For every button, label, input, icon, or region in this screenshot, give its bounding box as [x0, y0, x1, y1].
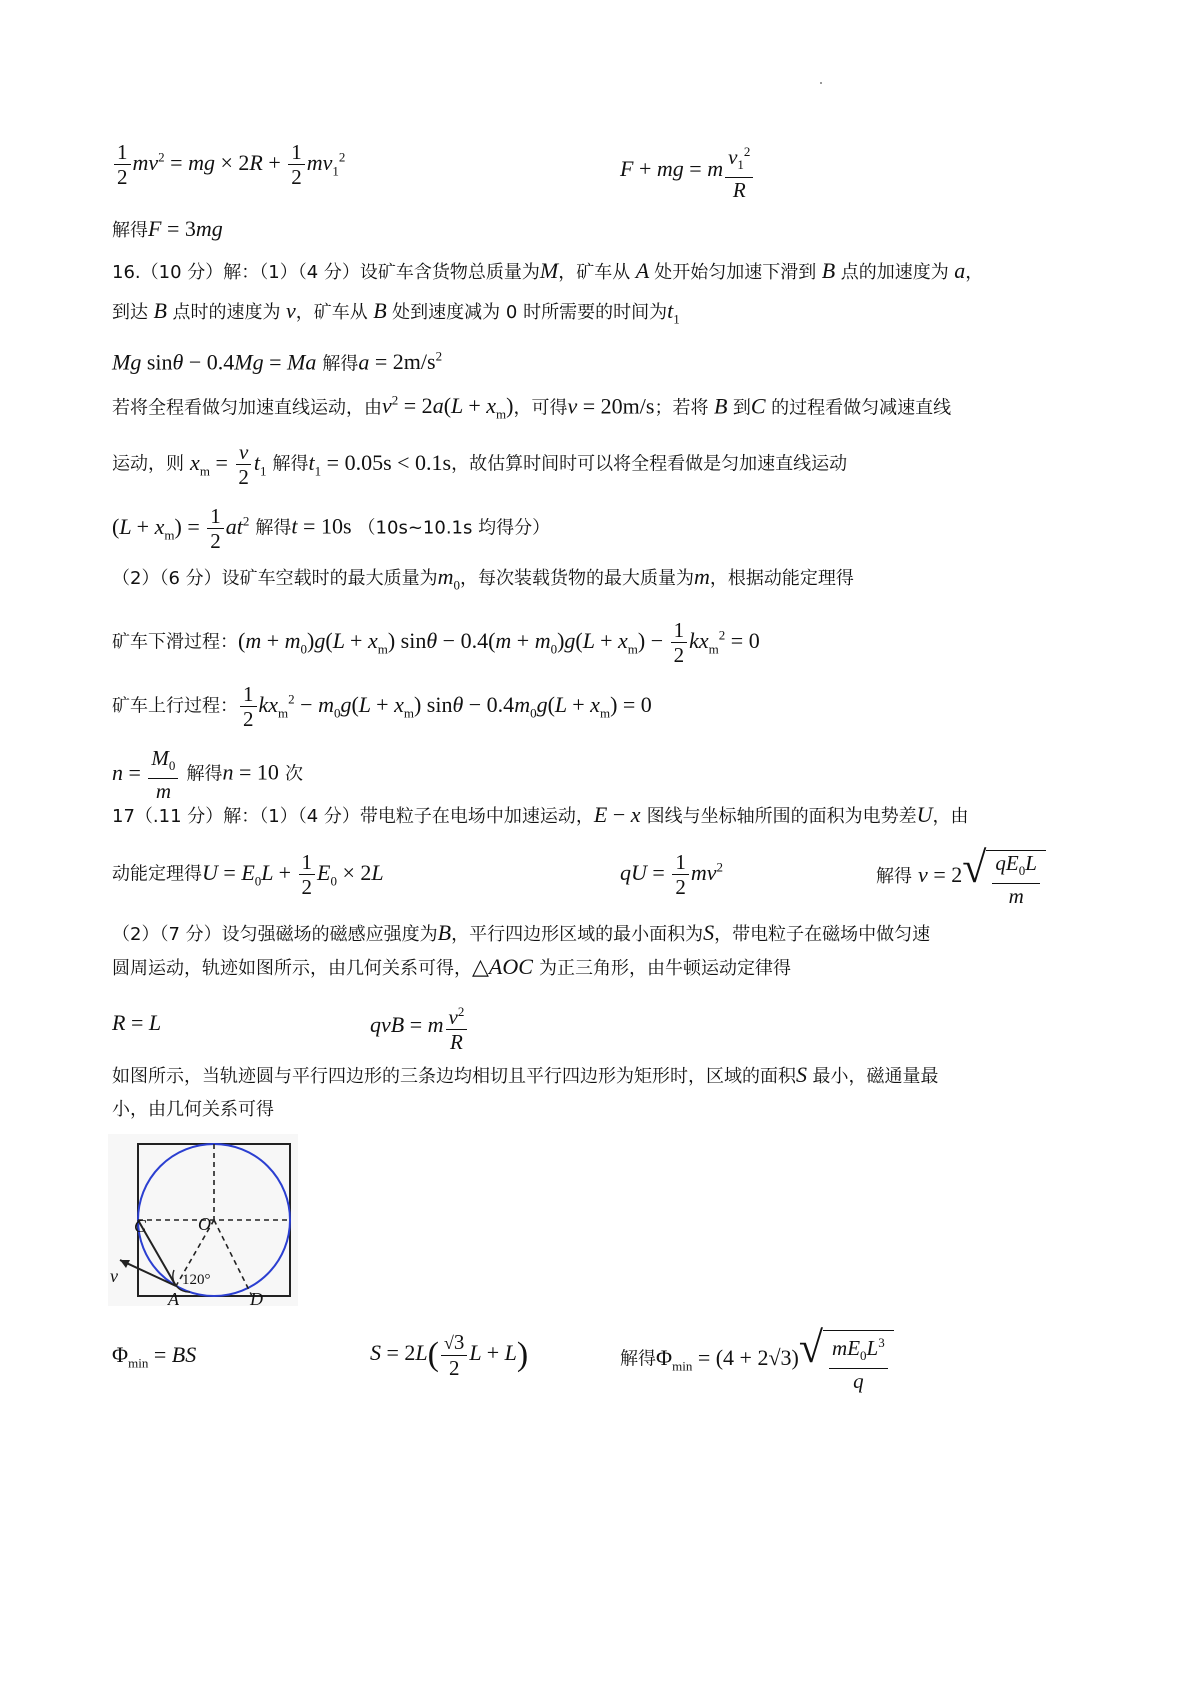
solve-label: 解得 [255, 517, 292, 539]
p17-3-a: 如图所示，当轨迹圆与平行四边形的三条边均相切且平行四边形为矩形时，区域的面积 [112, 1066, 796, 1087]
p16-2-a: （2）（6 分）设矿车空载时的最大质量为 [112, 568, 438, 589]
p16-text-b: 处开始匀加速下滑到 [654, 262, 817, 283]
solve-label: 解得 [272, 453, 309, 475]
p16-line4: 若将全程看做匀加速直线运动，由$v^2 = 2a(L + x_m)$，可得v = 20m/s；若将 B 到C 的过程看做匀减速直线 [112, 393, 952, 422]
p16-l2b: 点时的速度为 [172, 302, 281, 323]
p16-l2c: ，矿车从 [295, 302, 368, 323]
p17-2-line2: 圆周运动，轨迹如图所示，由几何关系可得，△AOC 为正三角形，由牛顿运动定律得 [112, 954, 791, 979]
p16-text-a: ，矿车从 [558, 262, 631, 283]
p16-2-c: ，根据动能定理得 [709, 568, 854, 589]
down-label: 矿车下滑过程： [112, 631, 238, 653]
p16-line2: 到达 B 点时的速度为 v，矿车从 B 处到速度减为 0 时所需要的时间为$t_1$ [112, 298, 680, 327]
p17-2-a: （2）（7 分）设匀强磁场的磁感应强度为 [112, 924, 438, 945]
p17-2-e: 为正三角形，由牛顿运动定律得 [538, 958, 791, 979]
p17-a: 17（.11 分）解：（1）（4 分）带电粒子在电场中加速运动， [112, 806, 594, 827]
eq-energy: $\frac{1}{2}$ $mv^2$ = mg × 2R + $\frac{1}{2}$ $mv_1^2$ [112, 140, 345, 189]
up-label: 矿车上行过程： [112, 695, 238, 717]
solve-label: 解得 [620, 1348, 656, 1370]
p17-3-c: 小，由几何关系可得 [112, 1099, 274, 1120]
p16-n: n = $\frac{M_0}{m}$ 解得n = 10 次 [112, 746, 303, 804]
p16-2-b: ，每次装载货物的最大质量为 [460, 568, 695, 589]
p17-2-b: ，平行四边形区域的最小面积为 [451, 924, 704, 945]
label-D: D [250, 1289, 263, 1306]
p16-line6: $(L + x_m)$ = $\frac{1}{2}$ $at^2$ 解得t = 10s （10s~10.1s 均得分） [112, 504, 551, 553]
p16-full-a: 若将全程看做匀加速直线运动，由 [112, 397, 382, 419]
speck [820, 82, 822, 84]
p17-3-line2 [112, 1094, 274, 1125]
p16-l2a: 到达 [112, 302, 148, 323]
p16-text-c: 点的加速度为 [840, 262, 949, 283]
solve-label: 解得 [876, 866, 912, 888]
flux-result: 解得$\Phi_{min} = (4 + 2√3)$ √ $\frac{mE_0L^3}{q}$ [620, 1326, 894, 1393]
p17-2-line1: （2）（7 分）设匀强磁场的磁感应强度为B，平行四边形区域的最小面积为S，带电粒子在磁场中做匀速 [112, 920, 931, 945]
p16-full-b: ，可得 [513, 397, 568, 419]
p17-RL: R = L [112, 1010, 162, 1035]
p17-qU: qU = $\frac{1}{2}$ $mv^2$ [620, 850, 723, 899]
p16-head: 16.（10 分）解：（1）（4 分）设矿车含货物总质量为 [112, 262, 540, 283]
p17-3-b: 最小，磁通量最 [812, 1066, 939, 1087]
p16-full-d: 到 [732, 397, 751, 419]
label-A: A [168, 1289, 179, 1306]
p16-up: 矿车上行过程： $\frac{1}{2}$ $kx_m^2 - m_0g(L + x_m) \sin\theta - 0.4m_0g(L + x_m) = 0$ [112, 682, 652, 731]
p17-3-line1: 如图所示，当轨迹圆与平行四边形的三条边均相切且平行四边形为矩形时，区域的面积S 最小，磁通量最 [112, 1062, 939, 1087]
p16-2-line1: （2）（6 分）设矿车空载时的最大质量为$m_0$，每次装载货物的最大质量为m，根据动能定理得 [112, 564, 854, 593]
p16-full-e: 的过程看做匀减速直线 [771, 397, 952, 419]
flux-min: $\Phi_{min}$ = BS [112, 1342, 197, 1371]
p16-line1: 16.（10 分）解：（1）（4 分）设矿车含货物总质量为M，矿车从 A 处开始匀加速下滑到 B 点的加速度为 a， [112, 258, 984, 283]
p17-line1: 17（.11 分）解：（1）（4 分）带电粒子在电场中加速运动，E − x 图线与坐标轴所围的面积为电势差U，由 [112, 802, 969, 827]
p16-run-b: ，故估算时间时可以将全程看做是匀加速直线运动 [451, 453, 848, 475]
solve-label: 解得 [112, 220, 148, 241]
p17-line2: 动能定理得$U = E_0L$ + $\frac{1}{2}$ $E_0 \times 2L$ [112, 850, 384, 899]
p17-b: 图线与坐标轴所围的面积为电势差 [646, 806, 917, 827]
times-label: 次 [284, 763, 303, 785]
p16-eq-a: Mg sinθ − 0.4Mg = Ma 解得$a = 2m/s^2$ [112, 349, 443, 375]
solve-F: 解得F = 3mg [112, 216, 223, 241]
solve-label: 解得 [322, 353, 359, 375]
label-v: v [110, 1266, 118, 1286]
p17-c: ，由 [932, 806, 969, 827]
trajectory-figure [108, 1134, 298, 1306]
area-S: S = 2L( $\frac{√3}{2}$ L + L) [370, 1330, 529, 1380]
p17-d: 动能定理得 [112, 863, 202, 885]
p16-full-c: ；若将 [654, 397, 709, 419]
p16-run-a: 运动，则 [112, 453, 184, 475]
p17-qvB: qvB = m $\frac{v^2}{R}$ [370, 1000, 469, 1054]
label-angle: 120° [182, 1272, 211, 1288]
p16-down: 矿车下滑过程：$(m + m_0)g(L + x_m)$ $\sin\theta - 0.4(m + m_0)g(L + x_m)$ − $\frac{1}{2}$ $kx_m^2 = 0$ [112, 618, 760, 667]
p17-2-c: ，带电粒子在磁场中做匀速 [714, 924, 931, 945]
p16-range: （10s~10.1s 均得分） [357, 517, 551, 539]
solve-label: 解得 [186, 763, 223, 785]
p17-v: 解得 v = 2 √ $\frac{qE_0L}{m}$ [876, 846, 1046, 908]
p16-line5: 运动，则 $x_m$ = $\frac{v}{2}$ $t_1$ 解得$t_1 = 0.05s < 0.1s$，故估算时间时可以将全程看做是匀加速直线运动 [112, 440, 848, 489]
label-C: C [134, 1216, 147, 1236]
eq-force: F + mg = m $\frac{v_1^2}{R}$ [620, 140, 755, 202]
p17-2-d: 圆周运动，轨迹如图所示，由几何关系可得， [112, 958, 472, 979]
label-O: O [198, 1214, 211, 1234]
p16-l2d: 处到速度减为 0 时所需要的时间为 [392, 302, 668, 323]
